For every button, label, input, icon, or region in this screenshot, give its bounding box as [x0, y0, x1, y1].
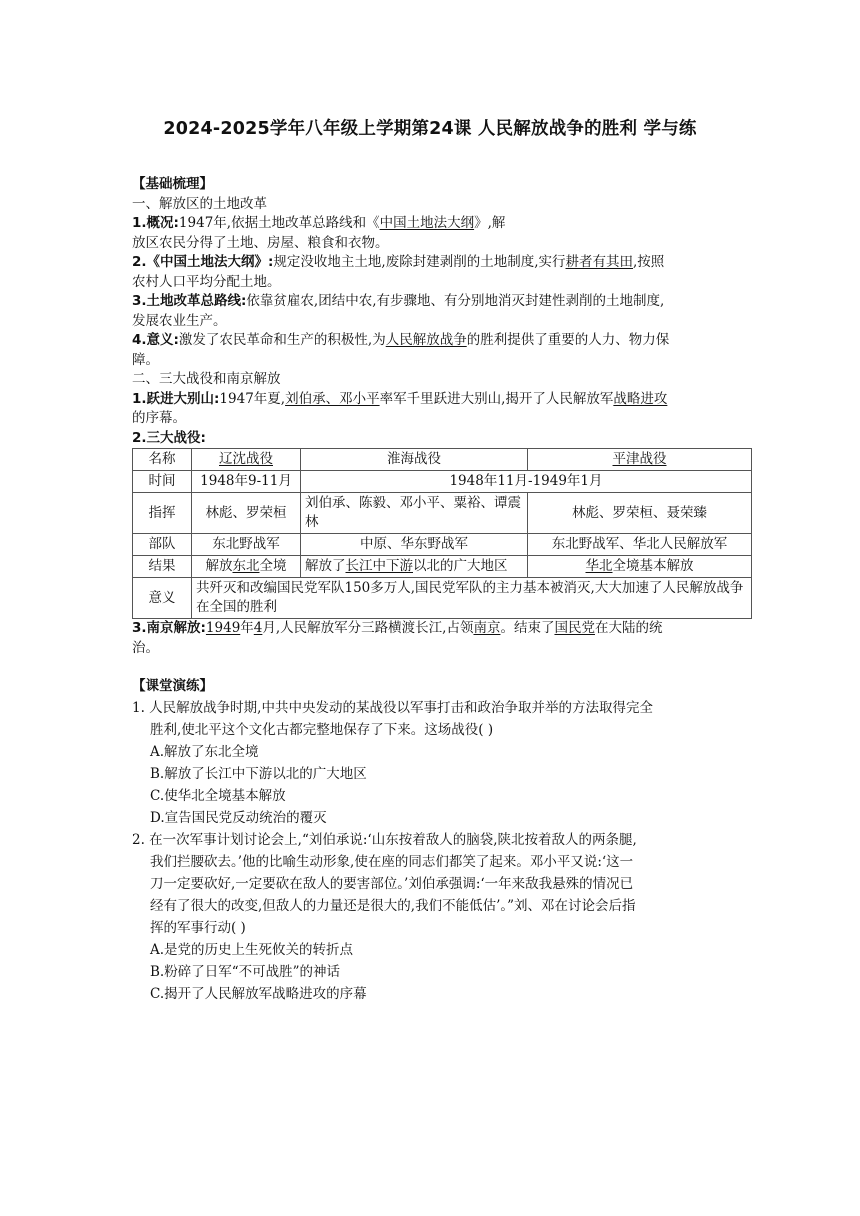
- item7-answer2: 4: [253, 620, 263, 636]
- cell-text: 以北的广大地区: [413, 558, 508, 574]
- table-row: [133, 534, 752, 556]
- item6-line: [132, 429, 752, 449]
- table-cell: [301, 556, 528, 578]
- cell-text: 解放: [205, 558, 233, 574]
- item4-line1: [132, 331, 752, 351]
- battle-pingjin: 平津战役: [612, 451, 667, 467]
- cell-text: 全境: [259, 558, 287, 574]
- item4-answer: 人民解放战争: [385, 332, 467, 348]
- table-cell: 东北野战军: [192, 534, 301, 556]
- table-header-cell: 名称: [133, 449, 192, 471]
- cell-text: 全境基本解放: [612, 558, 694, 574]
- item5-label: 1.跃进大别山:: [132, 390, 220, 407]
- cell-text: 解放了: [305, 558, 346, 574]
- table-row-label: 意义: [133, 578, 192, 619]
- table-cell: 林彪、罗荣桓、聂荣臻: [528, 493, 752, 534]
- item1-text-b: 》,解: [474, 215, 506, 231]
- item5-text-a: 1947年夏,: [219, 390, 286, 407]
- table-cell: 中原、华东野战军: [301, 534, 528, 556]
- table-row-label: 时间: [133, 471, 192, 493]
- table-row: [133, 493, 752, 534]
- item2-text-b: ,按照: [633, 254, 665, 270]
- spacer: [132, 658, 752, 677]
- question-1-option-d[interactable]: D.宣告国民党反动统治的覆灭: [150, 809, 327, 826]
- table-cell: 刘伯承、陈毅、邓小平、粟裕、谭震林: [301, 493, 528, 534]
- item1-line1: [132, 214, 752, 234]
- question-1-option-c[interactable]: C.使华北全境基本解放: [150, 787, 286, 804]
- table-header-cell: [192, 449, 301, 471]
- item3-label: 3.土地改革总路线:: [132, 293, 247, 309]
- question-2-option-a[interactable]: A.是党的历史上生死攸关的转折点: [150, 941, 354, 958]
- question-2: [132, 829, 752, 1005]
- item7-answer1: 1949: [205, 620, 241, 636]
- item4-text-b: 的胜利提供了重要的人力、物力保: [466, 332, 670, 348]
- table-row: [133, 578, 752, 619]
- cell-answer: 东北: [232, 558, 260, 574]
- item1-label: 1.概况:: [132, 215, 179, 231]
- item2-line2: 农村人口平均分配土地。: [132, 273, 281, 290]
- item3-line2: 发展农业生产。: [132, 312, 227, 329]
- cell-answer: 长江中下游: [345, 558, 413, 574]
- item5-answer1: 刘伯承、邓小平: [285, 390, 380, 407]
- item4-line2: 障。: [132, 351, 159, 368]
- question-2-stem-cont: 我们拦腰砍去。’他的比喻生动形象,使在座的同志们都笑了起来。邓小平又说:‘这一: [150, 853, 634, 870]
- question-2-option-c[interactable]: C.揭开了人民解放军战略进攻的序幕: [150, 985, 367, 1002]
- table-header-cell: 淮海战役: [301, 449, 528, 471]
- item7-answer3: 南京: [473, 620, 501, 636]
- question-1-option-a[interactable]: A.解放了东北全境: [150, 743, 259, 760]
- item1-line2: 放区农民分得了土地、房屋、粮食和衣物。: [132, 234, 389, 251]
- table-row: [133, 556, 752, 578]
- question-1: [132, 697, 752, 829]
- table-cell: 林彪、罗荣桓: [192, 493, 301, 534]
- question-1-stem-cont: 胜利,使北平这个文化古都完整地保存了下来。这场战役( ): [150, 721, 494, 738]
- item7-text: 月,人民解放军分三路横渡长江,占领: [262, 620, 474, 636]
- question-2-stem-cont: 挥的军事行动( ): [150, 919, 246, 936]
- section-practice-header: 【课堂演练】: [132, 678, 213, 694]
- table-header-cell: [528, 449, 752, 471]
- battles-table: [132, 448, 752, 619]
- part1-title: 一、解放区的土地改革: [132, 195, 267, 212]
- item5-line2: 的序幕。: [132, 410, 186, 426]
- question-1-stem: 1. 人民解放战争时期,中共中央发动的某战役以军事打击和政治争取并举的方法取得完全: [132, 699, 653, 716]
- table-cell: 共歼灭和改编国民党军队150多万人,国民党军队的主力基本被消灭,大大加速了人民解放战争在全国的胜利: [192, 578, 752, 619]
- item3-line1: [132, 292, 752, 312]
- item1-answer: 中国土地法大纲: [379, 215, 475, 231]
- table-cell: [528, 556, 752, 578]
- item4-label: 4.意义:: [132, 332, 179, 348]
- item7-answer4: 国民党: [554, 620, 595, 636]
- item2-label: 2.《中国土地法大纲》:: [132, 254, 274, 270]
- cell-answer: 华北: [585, 558, 613, 574]
- table-cell: 1948年11月-1949年1月: [301, 471, 752, 493]
- item2-line1: [132, 253, 752, 273]
- table-row: [133, 449, 752, 471]
- item1-text-a: 1947年,依据土地改革总路线和《: [178, 215, 380, 231]
- table-row-label: 结果: [133, 556, 192, 578]
- question-2-stem-cont: 刀一定要砍好,一定要砍在敌人的要害部位。’刘伯承强调:‘一年来敌我悬殊的情况已: [150, 875, 634, 892]
- section-basic-header: 【基础梳理】: [132, 176, 213, 192]
- item7-line2: 治。: [132, 639, 159, 656]
- table-cell: 1948年9-11月: [192, 471, 301, 493]
- item4-text-a: 激发了农民革命和生产的积极性,为: [178, 332, 386, 348]
- question-2-stem-cont: 经有了很大的改变,但敌人的力量还是很大的,我们不能低估’。”刘、邓在讨论会后指: [150, 897, 636, 914]
- question-2-stem: 2. 在一次军事计划讨论会上,“刘伯承说:‘山东按着敌人的脑袋,陕北按着敌人的两条腿,: [132, 831, 637, 848]
- item2-answer: 耕者有其田: [565, 254, 634, 270]
- document-body: [132, 175, 752, 1005]
- question-1-option-b[interactable]: B.解放了长江中下游以北的广大地区: [150, 765, 367, 782]
- item7-text: 在大陆的统: [594, 620, 663, 636]
- table-row-label: 部队: [133, 534, 192, 556]
- item6-label: 2.三大战役:: [132, 429, 206, 446]
- battle-liaoshen: 辽沈战役: [219, 451, 273, 467]
- table-cell: [192, 556, 301, 578]
- item2-text-a: 规定没收地主土地,废除封建剥削的土地制度,实行: [273, 254, 566, 270]
- table-cell: 东北野战军、华北人民解放军: [528, 534, 752, 556]
- item5-answer2: 战略进攻: [613, 390, 668, 407]
- part2-title: 二、三大战役和南京解放: [132, 371, 281, 387]
- table-row-label: 指挥: [133, 493, 192, 534]
- item7-text: 年: [240, 620, 254, 636]
- item7-line1: [132, 619, 752, 639]
- item7-label: 3.南京解放:: [132, 620, 206, 636]
- item5-text-b: 率军千里跃进大别山,揭开了人民解放军: [379, 390, 614, 407]
- page-title: 2024-2025学年八年级上学期第24课 人民解放战争的胜利 学与练: [163, 119, 697, 139]
- item5-line1: [132, 390, 752, 410]
- item3-text-a: 依靠贫雇农,团结中农,有步骤地、有分别地消灭封建性剥削的土地制度,: [246, 293, 665, 309]
- item7-text: 。结束了: [500, 620, 555, 636]
- question-2-option-b[interactable]: B.粉碎了日军“不可战胜”的神话: [150, 963, 341, 980]
- table-row: [133, 471, 752, 493]
